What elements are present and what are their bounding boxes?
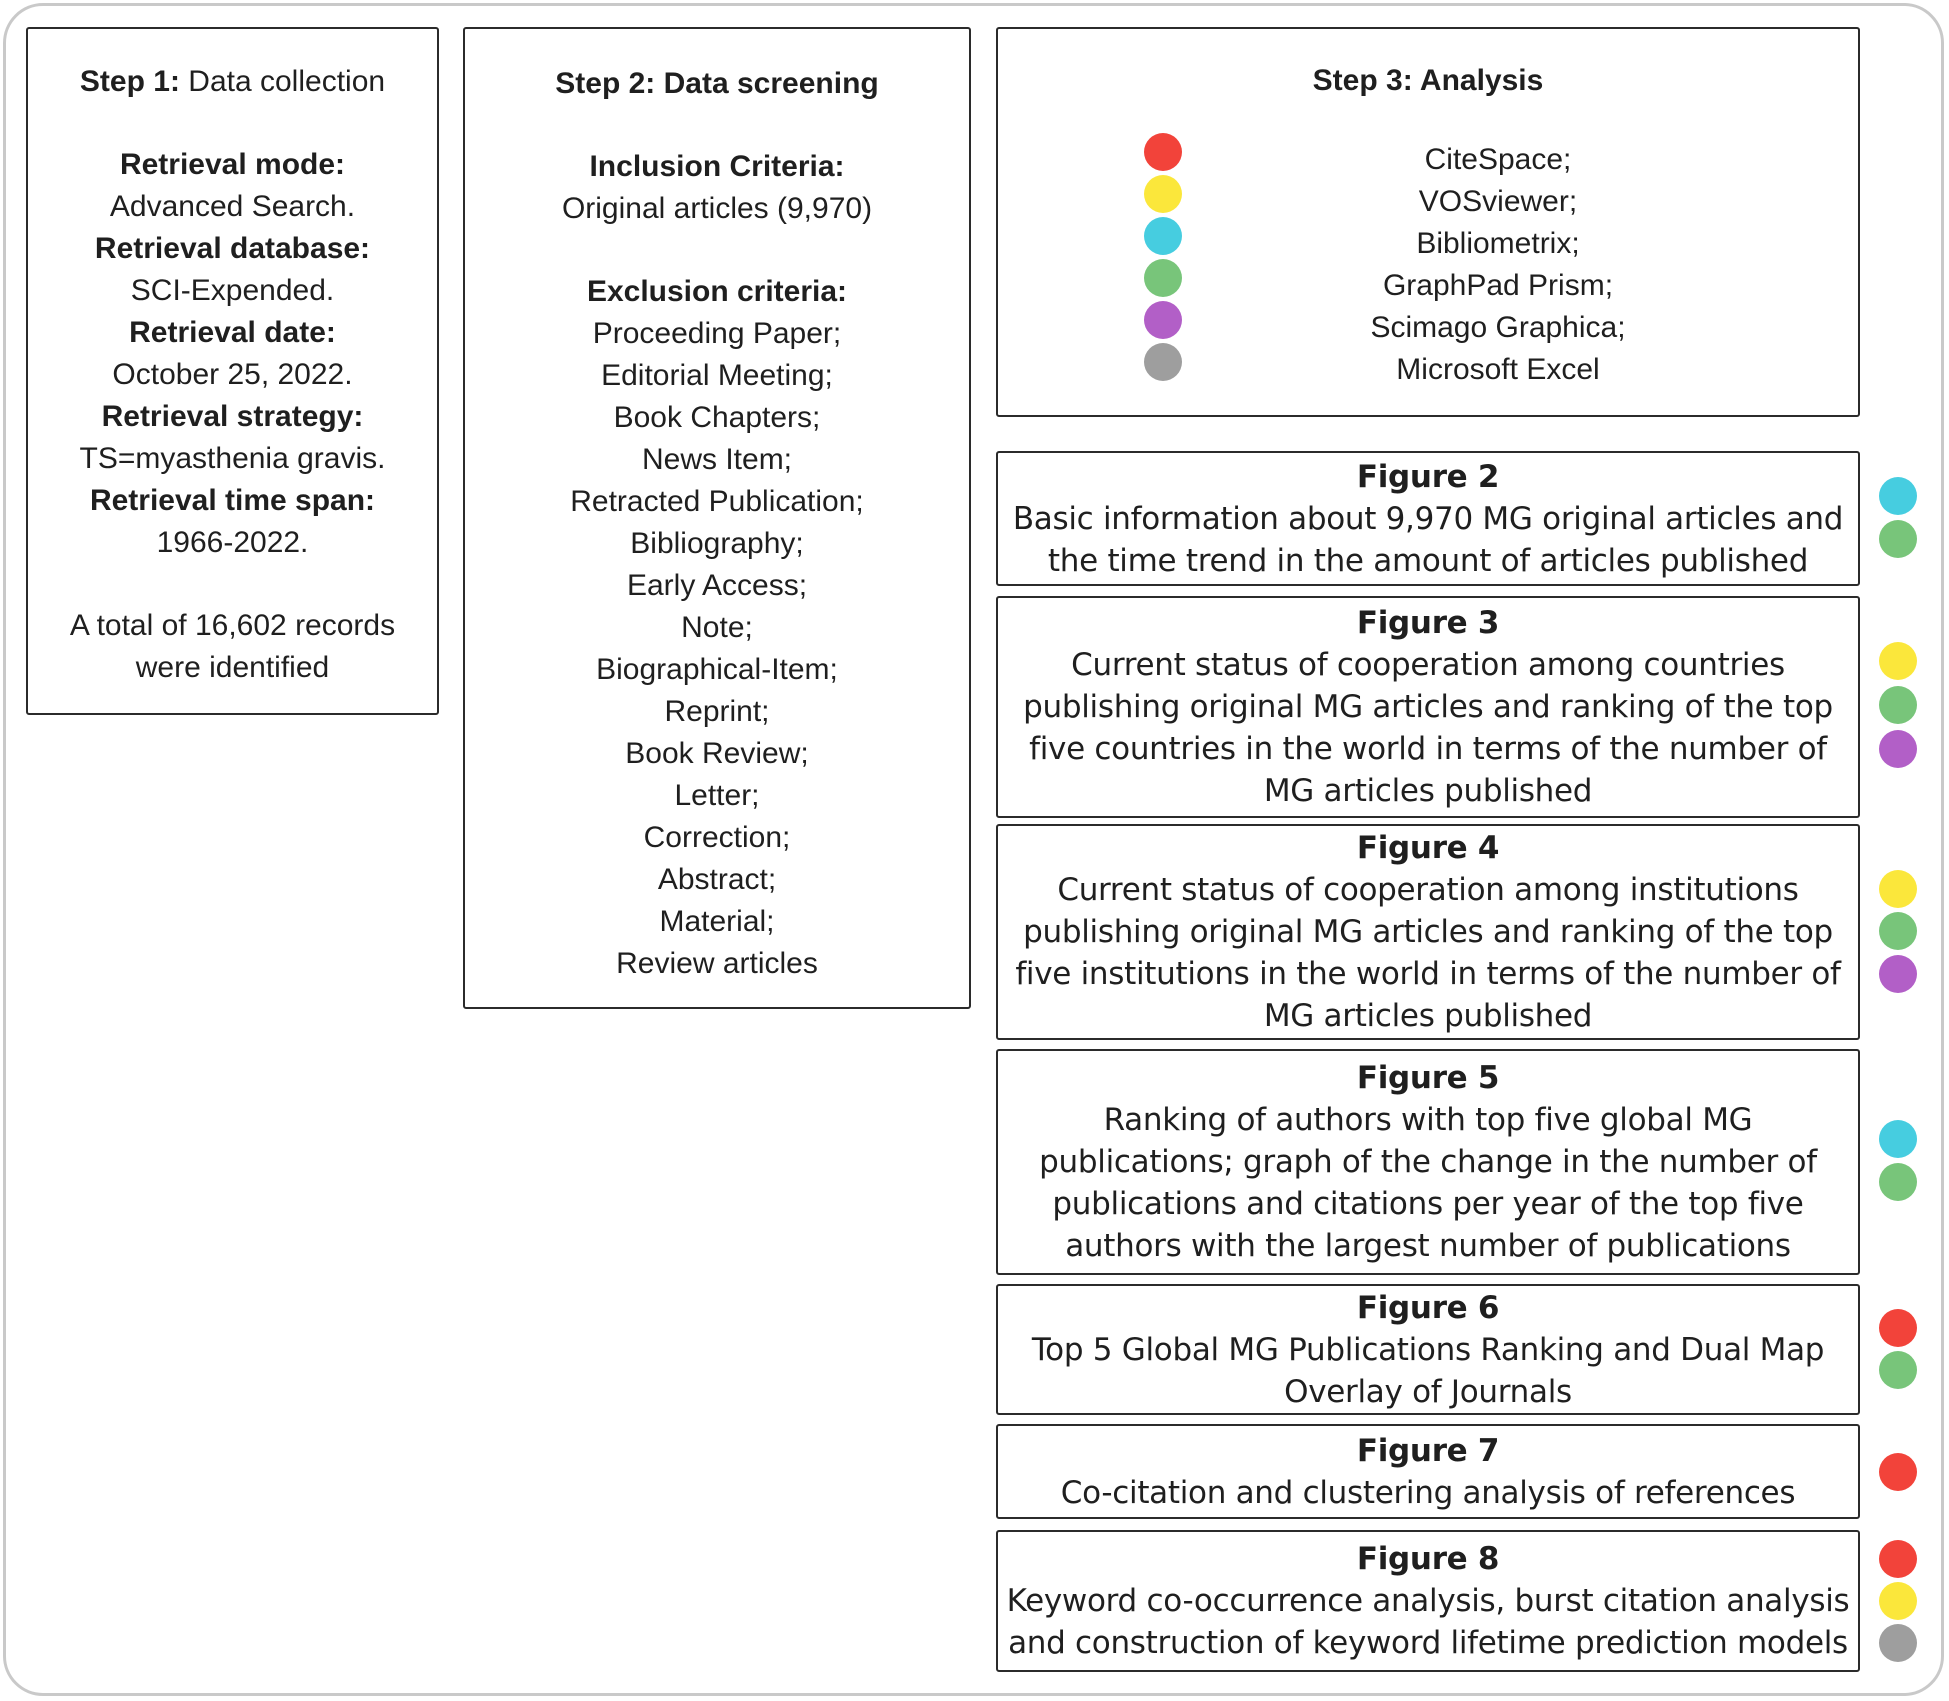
exclusion-item: Review articles: [616, 947, 818, 980]
step1-retrieval-date-label: Retrieval date:: [129, 316, 336, 349]
exclusion-item: Proceeding Paper;: [592, 317, 842, 350]
figure-5-box: [996, 1049, 1860, 1275]
figure-2-title: Figure 2: [1356, 458, 1500, 495]
step1-retrieval-strategy-label: Retrieval strategy:: [101, 400, 364, 433]
step3-heading: Step 3: Analysis: [1312, 64, 1544, 97]
figure-8-citespace-dot: [1879, 1540, 1917, 1578]
step1-box: [26, 27, 439, 715]
figure-8-desc-line: and construction of keyword lifetime prediction models: [1008, 1625, 1848, 1661]
step1-total-line2: were identified: [135, 651, 330, 684]
vosviewer-legend-label: VOSviewer;: [1418, 185, 1578, 218]
citespace-legend-label: CiteSpace;: [1424, 143, 1572, 176]
figure-5-bibliometrix-dot: [1879, 1120, 1917, 1158]
figure-2-desc-line: Basic information about 9,970 MG original articles and: [1012, 500, 1844, 537]
figure-3-graphpad-prism-dot: [1879, 686, 1917, 724]
exclusion-item: Biographical-Item;: [596, 653, 838, 686]
figure-3-vosviewer-dot: [1879, 642, 1917, 680]
exclusion-item: Bibliography;: [630, 527, 804, 560]
figure-3-scimago-graphica-dot: [1879, 730, 1917, 768]
step2-box: [463, 27, 971, 1009]
figure-3-desc-line: publishing original MG articles and ranking of the top: [1023, 689, 1833, 725]
figure-8-vosviewer-dot: [1879, 1582, 1917, 1620]
figure-5-desc-line: authors with the largest number of publications: [1065, 1228, 1791, 1264]
figure-7-citespace-dot: [1879, 1453, 1917, 1491]
figure-2-graphpad-prism-dot: [1879, 520, 1917, 558]
bibliometrix-legend-label: Bibliometrix;: [1416, 227, 1580, 260]
figure-3-desc-line: five countries in the world in terms of the number of: [1029, 731, 1827, 767]
figure-4-vosviewer-dot: [1879, 870, 1917, 908]
figure-2-desc-line: the time trend in the amount of articles published: [1047, 542, 1809, 579]
inclusion-title: Inclusion Criteria:: [589, 150, 845, 183]
exclusion-item: Correction;: [643, 821, 791, 854]
scimago-graphica-legend-label: Scimago Graphica;: [1370, 311, 1626, 344]
figure-4-desc-line: Current status of cooperation among institutions: [1057, 872, 1799, 908]
figure-2-bibliometrix-dot: [1879, 477, 1917, 515]
figure-4-desc-line: five institutions in the world in terms of the number of: [1015, 956, 1841, 992]
figure-6-title: Figure 6: [1356, 1289, 1500, 1326]
exclusion-title: Exclusion criteria:: [586, 275, 848, 308]
figure-6-graphpad-prism-dot: [1879, 1351, 1917, 1389]
graphpad-prism-legend-label: GraphPad Prism;: [1382, 269, 1614, 302]
figure-8-desc-line: Keyword co-occurrence analysis, burst citation analysis: [1006, 1583, 1850, 1619]
step1-retrieval-strategy-value: TS=myasthenia gravis.: [79, 442, 386, 475]
exclusion-item: Letter;: [674, 779, 760, 812]
figure-5-desc-line: Ranking of authors with top five global MG: [1103, 1102, 1753, 1138]
exclusion-item: Material;: [659, 905, 775, 938]
figure-3-desc-line: MG articles published: [1263, 773, 1593, 809]
figure-6-desc-line: Top 5 Global MG Publications Ranking and Dual Map: [1031, 1331, 1825, 1368]
exclusion-item: Editorial Meeting;: [601, 359, 833, 392]
exclusion-item: Note;: [681, 611, 753, 644]
step3-box: [996, 27, 1860, 417]
step1-retrieval-date-value: October 25, 2022.: [112, 358, 353, 391]
exclusion-item: Retracted Publication;: [570, 485, 864, 518]
exclusion-item: Reprint;: [664, 695, 770, 728]
figure-3-desc-line: Current status of cooperation among countries: [1071, 647, 1785, 683]
figure-3-box: [996, 596, 1860, 818]
step1-retrieval-span-value: 1966-2022.: [156, 526, 309, 559]
figure-2-box: [996, 451, 1860, 586]
figure-7-desc-line: Co-citation and clustering analysis of references: [1060, 1474, 1796, 1511]
figure-5-title: Figure 5: [1356, 1060, 1500, 1096]
step1-total-line1: A total of 16,602 records: [69, 609, 396, 642]
exclusion-item: News Item;: [641, 443, 793, 476]
figure-5-desc-line: publications; graph of the change in the number of: [1039, 1144, 1817, 1180]
step2-heading: Step 2: Data screening: [555, 67, 879, 100]
figure-4-title: Figure 4: [1356, 830, 1500, 866]
figure-7-title: Figure 7: [1356, 1432, 1500, 1469]
step1-retrieval-mode-label: Retrieval mode:: [119, 148, 346, 181]
exclusion-item: Early Access;: [626, 569, 808, 602]
figure-4-graphpad-prism-dot: [1879, 912, 1917, 950]
step1-heading-label: Step 1:: [79, 65, 180, 98]
step1-heading: [80, 61, 385, 103]
figure-6-box: [996, 1284, 1860, 1415]
figure-5-graphpad-prism-dot: [1879, 1163, 1917, 1201]
figure-5-desc-line: publications and citations per year of the top five: [1052, 1186, 1804, 1222]
figure-4-box: [996, 824, 1860, 1040]
exclusion-item: Book Chapters;: [613, 401, 821, 434]
figure-8-microsoft-excel-dot: [1879, 1624, 1917, 1662]
figure-6-desc-line: Overlay of Journals: [1284, 1373, 1572, 1410]
figure-4-scimago-graphica-dot: [1879, 955, 1917, 993]
figure-7-box: [996, 1424, 1860, 1519]
microsoft-excel-legend-label: Microsoft Excel: [1396, 353, 1600, 386]
figure-4-desc-line: MG articles published: [1263, 998, 1593, 1034]
step1-heading-text: Data collection: [179, 65, 386, 98]
figure-8-box: [996, 1530, 1860, 1672]
figure-8-title: Figure 8: [1356, 1541, 1500, 1577]
step1-retrieval-database-value: SCI-Expended.: [130, 274, 335, 307]
inclusion-value: Original articles (9,970): [561, 192, 873, 225]
figure-3-title: Figure 3: [1356, 605, 1500, 641]
exclusion-item: Book Review;: [625, 737, 809, 770]
figure-6-citespace-dot: [1879, 1309, 1917, 1347]
step1-retrieval-mode-value: Advanced Search.: [109, 190, 356, 223]
figure-4-desc-line: publishing original MG articles and ranking of the top: [1023, 914, 1833, 950]
step1-retrieval-span-label: Retrieval time span:: [89, 484, 376, 517]
step1-retrieval-database-label: Retrieval database:: [94, 232, 371, 265]
exclusion-item: Abstract;: [657, 863, 777, 896]
